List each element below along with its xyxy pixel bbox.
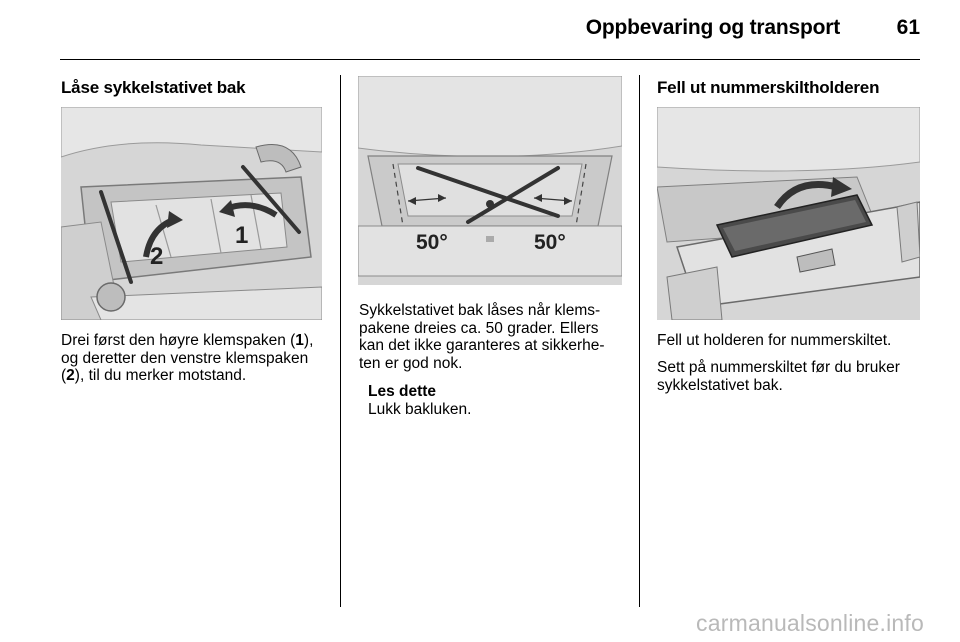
plate-holder-illustration	[657, 107, 920, 320]
note-text: Lukk bakluken.	[368, 400, 472, 418]
figure-label-1: 1	[235, 222, 249, 249]
header-rule	[60, 59, 920, 60]
figure-clamp-levers	[61, 107, 322, 320]
50-degree-levers-illustration	[358, 76, 622, 285]
paragraph-lock-instructions	[61, 332, 326, 385]
paragraph-fold-holder: Fell ut holderen for nummerskiltet.	[657, 332, 892, 349]
figure-label-50-left: 50°	[416, 231, 448, 254]
paragraph-lock-part-2: ), og deretter den venstre klemspaken (	[61, 332, 314, 384]
note-box	[368, 383, 618, 418]
figure-label-50-right: 50°	[534, 231, 566, 254]
page-header-title: Oppbevaring og transport	[585, 16, 840, 39]
paragraph-attach-plate: Sett på nummerskiltet før du bruker sykkelstativet bak.	[657, 359, 900, 394]
watermark: carmanualsonline.info	[696, 610, 924, 636]
paragraph-lock-ref-2: 2	[66, 367, 75, 384]
note-heading: Les dette	[368, 383, 437, 400]
paragraph-lock-part-3: ), til du merker motstand.	[74, 367, 247, 384]
section-heading-lock-carrier: Låse sykkelstativet bak	[61, 78, 246, 97]
paragraph-lock-ref-1: 1	[295, 332, 304, 349]
paragraph-lock-angle: Sykkelstativet bak låses når klems-pakene dreies ca. 50 grader. Ellers kan det ikke garanteres at sikkerhe-ten er god nok.	[359, 302, 605, 372]
page-number: 61	[896, 16, 920, 39]
figure-plate-holder	[657, 107, 920, 320]
clamp-levers-illustration	[61, 107, 322, 320]
column-divider-1	[340, 75, 341, 607]
section-heading-plate-holder: Fell ut nummerskiltholderen	[657, 78, 880, 97]
figure-50-degree-levers	[358, 76, 622, 285]
column-divider-2	[639, 75, 640, 607]
figure-label-2: 2	[150, 243, 164, 270]
paragraph-lock-part-1: Drei først den høyre klemspaken (	[61, 332, 296, 349]
